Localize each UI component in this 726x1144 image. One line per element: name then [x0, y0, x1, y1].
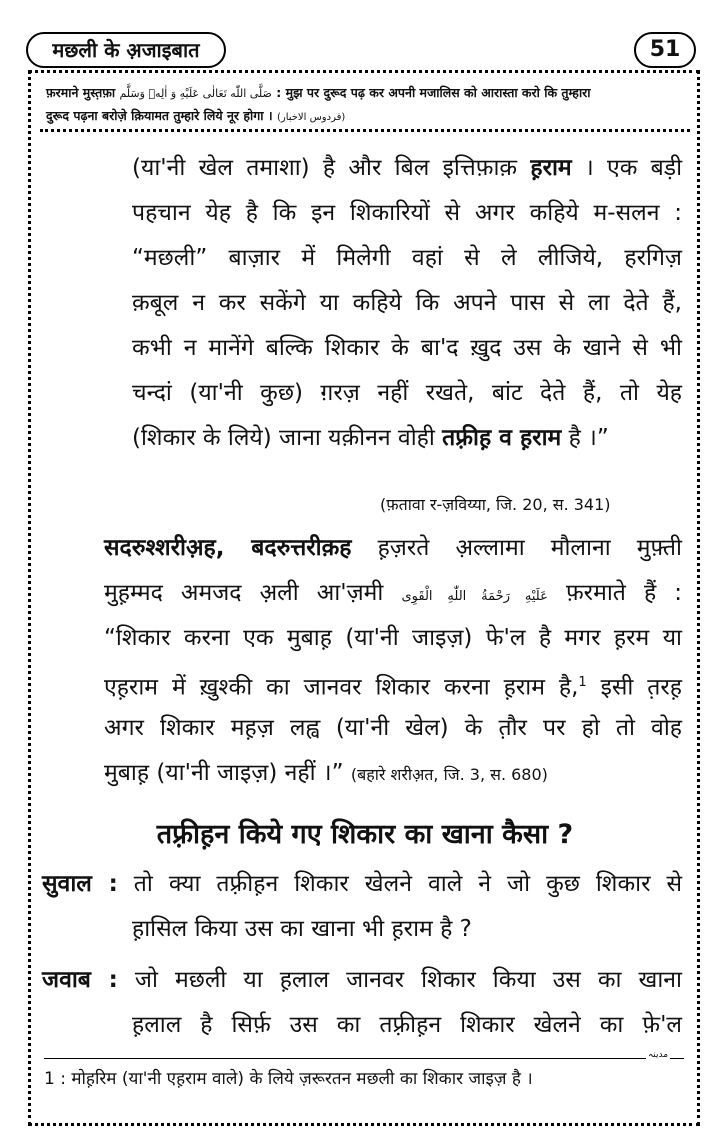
body-line-1: [132, 150, 682, 186]
body-line-9: [104, 575, 682, 615]
section-heading: तफ़्रीह़न किये गए शिकार का खाना कैसा ?: [156, 819, 574, 850]
question-line-2: ह़ासिल किया उस का खाना भी ह़राम है ?: [132, 916, 472, 942]
question-label: सुवाल :: [42, 871, 118, 897]
text-span: (शिकार के लिये) जाना यक़ीनन वोही: [132, 425, 435, 451]
body-line-12: अगर शिकार मह़ज़ लह्व (या'नी खेल) के त़ौर पर हो तो वोह: [104, 715, 682, 741]
body-line-7: [132, 420, 609, 456]
text-span: तो क्या तफ़्रीह़न शिकार खेलने वाले ने जो कुछ शिकार से: [133, 871, 683, 897]
footnote-marker: 1: [578, 675, 587, 690]
footnote: 1 : मोह़रिम (या'नी एह़राम वाले) के लिये ज़रूरतन मछली का शिकार जाइज़ है ।: [44, 1069, 533, 1089]
text-span: (या'नी खेल तमाशा) है और बिल इत्तिफ़ाक़: [132, 155, 518, 181]
text-span: मुह़म्मद अमजद अ़ली आ'ज़मी: [104, 580, 384, 606]
farman-label: फ़रमाने मुस्त़फ़ा: [46, 85, 116, 100]
text-span: है ।”: [568, 425, 609, 451]
bold-term: ह़राम: [530, 155, 572, 181]
body-line-5: कभी न मानेंगे बल्कि शिकार के बा'द ख़ुद उस के खाने से भी: [132, 335, 682, 361]
reference-bahar: (बहारे शरीअ़त, जि. 3, स. 680): [350, 765, 548, 784]
body-line-6: चन्दां (या'नी कुछ) ग़रज़ नहीं रखते, बांट देते हैं, तो येह: [132, 380, 682, 406]
farman-arabic: صَلَّى اللّٰه تَعَالٰى عَلَيْهِ وَ اٰلِهٖ وَسَلَّم: [119, 87, 272, 100]
body-line-10: “शिकार करना एक मुबाह़ (या'नी जाइज़) फे'ल है मगर ह़रम या: [104, 625, 682, 651]
farman-line-1: [46, 82, 684, 105]
body-line-3: “मछली” बाज़ार में मिलेगी वहां से ले लीजिये, हरगिज़: [132, 245, 682, 271]
bold-term: तफ़्रीह़ व ह़राम: [442, 425, 562, 451]
text-span: जो मछली या ह़लाल जानवर शिकार किया उस का खाना: [134, 967, 683, 993]
text-span: एह़राम में ख़ुश्की का जानवर शिकार करना ह़राम है,: [104, 674, 579, 701]
separator-mark: مدینہ: [648, 1050, 669, 1060]
farman-text-2: दुरूद पढ़ना बरोज़े क़ियामत तुम्हारे लिये नूर होगा ।: [46, 108, 273, 123]
body-line-4: क़बूल न कर सकेंगे या कहिये कि अपने पास से ला देते हैं,: [132, 290, 682, 316]
farman-source: (فردوس الاخبار): [276, 112, 346, 123]
answer-line-2: ह़लाल है सिर्फ़ उस का तफ़्रीह़न शिकार खेलने का फ़े'ल: [132, 1012, 682, 1038]
page-number: 51: [634, 32, 696, 68]
text-span: । एक बड़ी: [584, 155, 683, 181]
arabic-honorific: عَلَيْهِ رَحْمَةُ اللّٰهِ الْقَوِى: [401, 589, 548, 604]
farman-text-1: : मुझ पर दुरूद पढ़ कर अपनी मजालिस को आरास्ता करो कि तुम्हारा: [276, 85, 591, 100]
text-span: फ़रमाते हैं :: [565, 580, 683, 606]
text-span: मुबाह़ (या'नी जाइज़) नहीं ।”: [104, 760, 344, 786]
body-line-2: पहचान येह है कि इन शिकारियों से अगर कहिये म-सलन :: [132, 200, 682, 226]
text-span: ह़ज़रते अ़ल्लामा मौलाना मुफ़्ती: [377, 535, 682, 561]
answer-label: जवाब :: [42, 967, 118, 993]
farman-line-2: [46, 105, 684, 129]
answer-line-1: [42, 962, 682, 998]
reference-fatawa: (फ़तावा र-ज़विय्या, जि. 20, स. 341): [380, 495, 611, 514]
book-title: मछली के अ़जाइबात: [26, 32, 226, 68]
bold-title: सदरुश्शरीअ़ह, बदरुत्तरीक़ह: [104, 535, 352, 561]
body-line-8: [104, 530, 682, 566]
body-line-13: [104, 755, 548, 793]
question-line-1: [42, 866, 682, 902]
footnote-separator: [44, 1058, 684, 1059]
farman-box: [40, 80, 690, 132]
text-span: इसी त़रह़: [600, 674, 683, 701]
body-line-11: [104, 665, 682, 706]
